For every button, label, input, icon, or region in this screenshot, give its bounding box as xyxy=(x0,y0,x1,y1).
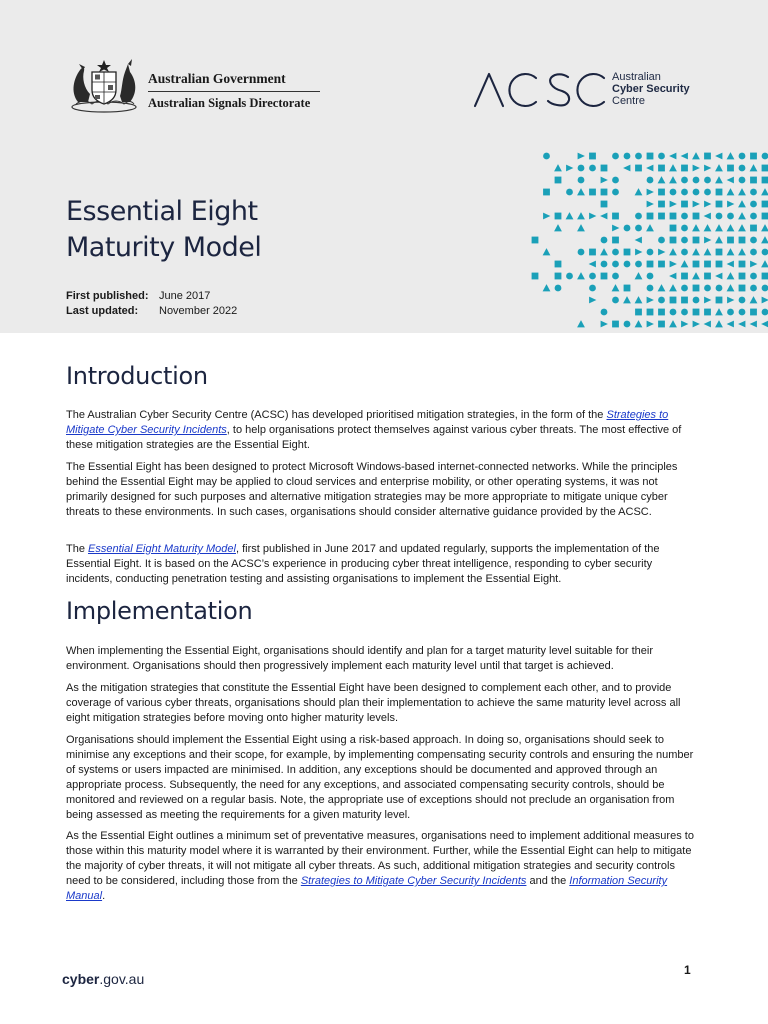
pattern-triangle-side xyxy=(669,273,676,280)
pattern-circle xyxy=(612,153,619,160)
pattern-square xyxy=(601,273,608,280)
pattern-triangle-up xyxy=(669,176,677,183)
pattern-circle xyxy=(739,165,746,172)
pattern-triangle-side xyxy=(762,297,768,304)
publication-meta xyxy=(66,289,237,319)
pattern-triangle-up xyxy=(669,284,677,291)
pattern-circle xyxy=(739,153,746,160)
pattern-square xyxy=(647,213,654,220)
pattern-square xyxy=(716,261,723,268)
pattern-circle xyxy=(693,189,700,196)
pattern-triangle-side xyxy=(693,201,700,208)
intro-paragraph-2: The Essential Eight has been designed to protect Microsoft Windows-based internet-connected networks. While the principles behind the Essential Eight may be applied to cloud services and enterprise mobility, or other operating systems, it was not primarily designed for such purposes and alternative mitigation strategies may be more appropriate to mitigate unique cyber threats to these environments. In such cases, organisations should consider alternative guidance provided by the ACSC. xyxy=(66,461,678,518)
pattern-triangle-side xyxy=(704,237,711,244)
pattern-triangle-up xyxy=(658,176,666,183)
pattern-triangle-up xyxy=(738,188,746,195)
pattern-circle xyxy=(727,309,734,316)
pattern-triangle-up xyxy=(704,224,712,231)
pattern-triangle-up xyxy=(727,152,735,159)
pattern-circle xyxy=(704,285,711,292)
pattern-triangle-up xyxy=(566,212,574,219)
pattern-triangle-up xyxy=(635,320,643,327)
pattern-circle xyxy=(693,177,700,184)
pattern-triangle-side xyxy=(727,297,734,304)
pattern-square xyxy=(762,165,768,172)
pattern-square xyxy=(624,249,631,256)
pattern-triangle-side xyxy=(647,321,654,328)
pattern-circle xyxy=(647,177,654,184)
pattern-circle xyxy=(647,273,654,280)
pattern-circle xyxy=(681,237,688,244)
pattern-circle xyxy=(750,249,757,256)
pattern-triangle-up xyxy=(750,296,758,303)
pattern-circle xyxy=(750,213,757,220)
pattern-triangle-side xyxy=(715,153,722,160)
gov-name: Australian Government xyxy=(148,71,320,92)
pattern-triangle-up xyxy=(554,224,562,231)
pattern-square xyxy=(601,189,608,196)
pattern-triangle-up xyxy=(543,284,551,291)
pattern-triangle-up xyxy=(738,248,746,255)
pattern-square xyxy=(681,297,688,304)
pattern-circle xyxy=(543,153,550,160)
impl-paragraph-3: Organisations should implement the Essential Eight using a risk-based approach. In doing so, organisations should seek to minimise any exceptions and their scope, for example, by implementing compensating security controls and ensuring the number of systems or users impacted are minimised. In addition, any exceptions should be documented and approved through an appropriate process. Subsequently, the need for any exceptions, and associated compensating security controls, should be monitored and reviewed on a regular basis. Note, the appropriate use of exceptions should not preclude an organisation from being assessed as meeting the requirements for a given maturity level. xyxy=(66,734,694,821)
pattern-triangle-up xyxy=(692,224,700,231)
pattern-triangle-up xyxy=(738,212,746,219)
pattern-triangle-side xyxy=(693,165,700,172)
pattern-circle xyxy=(762,285,768,292)
pattern-triangle-side xyxy=(727,177,734,184)
pattern-square xyxy=(658,321,665,328)
pattern-square xyxy=(589,189,596,196)
pattern-circle xyxy=(750,237,757,244)
pattern-circle xyxy=(612,249,619,256)
pattern-triangle-up xyxy=(692,152,700,159)
pattern-square xyxy=(555,177,562,184)
pattern-triangle-up xyxy=(577,320,585,327)
pattern-triangle-side xyxy=(635,249,642,256)
pattern-triangle-up xyxy=(600,248,608,255)
pattern-triangle-side xyxy=(589,213,596,220)
pattern-square xyxy=(555,213,562,220)
header-band xyxy=(0,0,768,333)
pattern-triangle-up xyxy=(646,224,654,231)
pattern-circle xyxy=(612,297,619,304)
pattern-square xyxy=(612,321,619,328)
pattern-triangle-side xyxy=(750,321,757,328)
pattern-triangle-side xyxy=(578,153,585,160)
implementation-heading: Implementation xyxy=(66,597,253,625)
pattern-triangle-side xyxy=(715,273,722,280)
pattern-square xyxy=(624,285,631,292)
pattern-circle xyxy=(681,225,688,232)
pattern-circle xyxy=(624,153,631,160)
pattern-circle xyxy=(658,237,665,244)
pattern-triangle-side xyxy=(623,165,630,172)
pattern-square xyxy=(762,201,768,208)
pattern-circle xyxy=(612,189,619,196)
pattern-triangle-up xyxy=(669,164,677,171)
pattern-circle xyxy=(716,213,723,220)
pattern-triangle-up xyxy=(612,284,620,291)
pattern-triangle-up xyxy=(715,320,723,327)
pattern-circle xyxy=(612,261,619,268)
pattern-triangle-up xyxy=(727,248,735,255)
pattern-triangle-up xyxy=(577,272,585,279)
pattern-circle xyxy=(750,189,757,196)
pattern-square xyxy=(704,309,711,316)
pattern-circle xyxy=(566,189,573,196)
pattern-triangle-up xyxy=(635,188,643,195)
pattern-square xyxy=(612,213,619,220)
pattern-square xyxy=(716,201,723,208)
pattern-square xyxy=(658,165,665,172)
pattern-square xyxy=(716,249,723,256)
pattern-square xyxy=(647,261,654,268)
pattern-circle xyxy=(716,285,723,292)
pattern-triangle-up xyxy=(738,200,746,207)
pattern-circle xyxy=(750,201,757,208)
pattern-circle xyxy=(635,225,642,232)
pattern-triangle-side xyxy=(601,177,608,184)
pattern-triangle-side xyxy=(601,321,608,328)
pattern-circle xyxy=(647,249,654,256)
pattern-square xyxy=(670,213,677,220)
document-title-line2: Maturity Model xyxy=(66,232,262,263)
pattern-square xyxy=(681,201,688,208)
decorative-shape-pattern xyxy=(500,150,768,333)
pattern-triangle-side xyxy=(658,249,665,256)
pattern-triangle-side xyxy=(589,261,596,268)
pattern-triangle-up xyxy=(577,224,585,231)
pattern-square xyxy=(658,189,665,196)
pattern-triangle-side xyxy=(750,261,757,268)
pattern-square xyxy=(704,153,711,160)
pattern-square xyxy=(750,309,757,316)
pattern-square xyxy=(693,261,700,268)
pattern-triangle-side xyxy=(646,165,653,172)
pattern-triangle-side xyxy=(738,321,745,328)
pattern-circle xyxy=(681,309,688,316)
pattern-triangle-up xyxy=(715,308,723,315)
pattern-triangle-side xyxy=(681,153,688,160)
pattern-circle xyxy=(750,285,757,292)
document-title-line1: Essential Eight xyxy=(66,196,258,227)
pattern-circle xyxy=(739,297,746,304)
pattern-triangle-up xyxy=(761,236,768,243)
pattern-square xyxy=(716,189,723,196)
pattern-circle xyxy=(589,273,596,280)
pattern-square xyxy=(555,261,562,268)
pattern-triangle-up xyxy=(669,320,677,327)
pattern-triangle-side xyxy=(647,189,654,196)
pattern-circle xyxy=(647,285,654,292)
pattern-square xyxy=(543,189,550,196)
pattern-triangle-side xyxy=(693,321,700,328)
pattern-triangle-side xyxy=(704,201,711,208)
pattern-triangle-side xyxy=(727,201,734,208)
pattern-triangle-up xyxy=(727,272,735,279)
pattern-circle xyxy=(589,165,596,172)
pattern-triangle-up xyxy=(554,164,562,171)
pattern-triangle-up xyxy=(761,224,768,231)
pattern-triangle-side xyxy=(704,297,711,304)
pattern-square xyxy=(739,273,746,280)
pattern-circle xyxy=(635,213,642,220)
pattern-circle xyxy=(578,165,585,172)
pattern-square xyxy=(589,153,596,160)
pattern-square xyxy=(693,285,700,292)
pattern-square xyxy=(762,213,768,220)
pattern-triangle-side xyxy=(681,321,688,328)
pattern-circle xyxy=(624,261,631,268)
pattern-triangle-side xyxy=(670,201,677,208)
pattern-circle xyxy=(762,309,768,316)
pattern-square xyxy=(727,237,734,244)
pattern-square xyxy=(750,177,757,184)
gov-wordmark xyxy=(148,71,320,111)
pattern-circle xyxy=(578,177,585,184)
pattern-circle xyxy=(578,249,585,256)
pattern-circle xyxy=(555,285,562,292)
pattern-square xyxy=(658,261,665,268)
pattern-square xyxy=(693,237,700,244)
agency-name: Australian Signals Directorate xyxy=(148,96,311,110)
pattern-triangle-side xyxy=(704,213,711,220)
pattern-triangle-side xyxy=(635,237,642,244)
pattern-square xyxy=(670,237,677,244)
pattern-circle xyxy=(739,309,746,316)
pattern-triangle-up xyxy=(727,224,735,231)
page-number: 1 xyxy=(684,963,691,977)
pattern-triangle-side xyxy=(704,165,711,172)
pattern-triangle-up xyxy=(715,176,723,183)
pattern-circle xyxy=(762,249,768,256)
pattern-square xyxy=(589,249,596,256)
pattern-circle xyxy=(635,261,642,268)
pattern-triangle-side xyxy=(589,297,596,304)
acsc-subtitle: Australian Cyber Security Centre xyxy=(612,71,690,107)
pattern-triangle-up xyxy=(715,164,723,171)
document-title xyxy=(66,194,261,266)
pattern-triangle-up xyxy=(715,236,723,243)
maturity-model-link[interactable]: Essential Eight Maturity Model xyxy=(88,543,236,555)
pattern-square xyxy=(739,261,746,268)
impl-paragraph-1: When implementing the Essential Eight, organisations should identify and plan for a target maturity level suitable for their environment. Organisations should then progressively implement each maturity level until that target is achieved. xyxy=(66,645,653,672)
pattern-circle xyxy=(658,297,665,304)
pattern-triangle-up xyxy=(750,164,758,171)
pattern-square xyxy=(750,153,757,160)
pattern-square xyxy=(647,153,654,160)
pattern-circle xyxy=(681,213,688,220)
pattern-circle xyxy=(681,249,688,256)
pattern-circle xyxy=(566,273,573,280)
strategies-link[interactable]: Strategies to Mitigate Cyber Security Incidents xyxy=(66,409,669,436)
pattern-square xyxy=(670,225,677,232)
pattern-square xyxy=(647,309,654,316)
pattern-triangle-side xyxy=(704,321,711,328)
pattern-square xyxy=(739,285,746,292)
pattern-circle xyxy=(612,177,619,184)
pattern-circle xyxy=(670,309,677,316)
pattern-triangle-side xyxy=(566,165,573,172)
pattern-triangle-up xyxy=(623,296,631,303)
pattern-triangle-up xyxy=(577,212,585,219)
pattern-circle xyxy=(635,153,642,160)
pattern-triangle-up xyxy=(658,284,666,291)
coat-of-arms-icon xyxy=(64,58,144,114)
pattern-circle xyxy=(670,189,677,196)
pattern-square xyxy=(750,225,757,232)
intro-paragraph-3: The Essential Eight Maturity Model, first published in June 2017 and updated regularly, supports the implementation of the Essential Eight. It is based on the ACSC’s experience in producing cyber threat intelligence, responding to cyber security incidents, conducting penetration testing and assisting organisations to implement the Essential Eight. xyxy=(66,543,660,585)
pattern-circle xyxy=(750,273,757,280)
pattern-square xyxy=(693,213,700,220)
pattern-triangle-up xyxy=(761,260,768,267)
pattern-circle xyxy=(681,177,688,184)
pattern-triangle-side xyxy=(647,297,654,304)
pattern-circle xyxy=(601,237,608,244)
pattern-triangle-up xyxy=(669,248,677,255)
pattern-triangle-up xyxy=(727,284,735,291)
pattern-circle xyxy=(681,285,688,292)
pattern-circle xyxy=(601,309,608,316)
pattern-square xyxy=(658,201,665,208)
pattern-triangle-side xyxy=(761,321,768,328)
pattern-square xyxy=(658,309,665,316)
pattern-circle xyxy=(658,153,665,160)
pattern-triangle-up xyxy=(635,296,643,303)
pattern-square xyxy=(635,165,642,172)
pattern-triangle-up xyxy=(692,272,700,279)
pattern-square xyxy=(532,237,539,244)
pattern-square xyxy=(635,309,642,316)
pattern-triangle-up xyxy=(577,188,585,195)
pattern-triangle-side xyxy=(612,225,619,232)
pattern-circle xyxy=(739,177,746,184)
acsc-logo-icon xyxy=(472,72,608,108)
first-published-row: First published: June 2017 xyxy=(66,290,211,302)
pattern-circle xyxy=(704,177,711,184)
pattern-triangle-up xyxy=(692,248,700,255)
pattern-square xyxy=(681,165,688,172)
pattern-triangle-side xyxy=(670,261,677,268)
pattern-circle xyxy=(693,297,700,304)
footer-website: cyber.gov.au xyxy=(62,971,145,987)
pattern-triangle-side xyxy=(647,201,654,208)
pattern-square xyxy=(727,165,734,172)
pattern-square xyxy=(681,273,688,280)
pattern-circle xyxy=(601,261,608,268)
pattern-square xyxy=(612,237,619,244)
pattern-triangle-side xyxy=(727,321,734,328)
pattern-square xyxy=(601,201,608,208)
pattern-square xyxy=(658,213,665,220)
ism-link[interactable]: Information Security Manual xyxy=(66,875,668,902)
pattern-circle xyxy=(624,321,631,328)
pattern-square xyxy=(693,309,700,316)
pattern-circle xyxy=(624,225,631,232)
pattern-square xyxy=(716,297,723,304)
pattern-square xyxy=(555,273,562,280)
pattern-triangle-up xyxy=(715,224,723,231)
pattern-circle xyxy=(681,189,688,196)
pattern-square xyxy=(762,177,768,184)
introduction-heading: Introduction xyxy=(66,362,208,390)
impl-paragraph-4: As the Essential Eight outlines a minimum set of preventative measures, organisations need to implement additional measures to those within this maturity model where it is warranted by their environment. Further, while the Essential Eight can help to mitigate the majority of cyber threats, it will not mitigate all cyber threats. As such, additional mitigation strategies and security controls need to be considered, including those from the Strategies to Mitigate Cyber Security Incidents and the Information Security Manual. xyxy=(66,830,694,902)
pattern-circle xyxy=(704,189,711,196)
pattern-square xyxy=(762,273,768,280)
pattern-triangle-side xyxy=(543,213,550,220)
pattern-circle xyxy=(589,285,596,292)
pattern-triangle-side xyxy=(669,153,676,160)
pattern-circle xyxy=(727,213,734,220)
pattern-square xyxy=(670,297,677,304)
pattern-triangle-side xyxy=(600,213,607,220)
strategies-link-2[interactable]: Strategies to Mitigate Cyber Security Incidents xyxy=(300,875,527,887)
pattern-circle xyxy=(762,153,768,160)
pattern-triangle-up xyxy=(738,224,746,231)
impl-paragraph-2: As the mitigation strategies that constitute the Essential Eight have been designed to complement each other, and to provide coverage of various cyber threats, organisations should plan their implementation to achieve the same maturity level across all eight mitigation strategies before moving onto higher maturity levels. xyxy=(66,682,681,724)
pattern-square xyxy=(601,165,608,172)
pattern-square xyxy=(739,237,746,244)
pattern-triangle-up xyxy=(681,260,689,267)
pattern-triangle-up xyxy=(543,248,551,255)
pattern-triangle-up xyxy=(704,248,712,255)
pattern-square xyxy=(704,273,711,280)
pattern-square xyxy=(532,273,539,280)
pattern-triangle-side xyxy=(727,261,734,268)
last-updated-row: Last updated: November 2022 xyxy=(66,305,238,317)
pattern-triangle-up xyxy=(635,272,643,279)
pattern-triangle-up xyxy=(761,188,768,195)
pattern-triangle-up xyxy=(727,188,735,195)
pattern-square xyxy=(704,261,711,268)
pattern-circle xyxy=(612,273,619,280)
intro-paragraph-1: The Australian Cyber Security Centre (ACSC) has developed prioritised mitigation strategies, in the form of the Strategies to Mitigate Cyber Security Incidents, to help organisations protect themselves against various cyber threats. The most effective of these mitigation strategies are the Essential Eight. xyxy=(66,409,682,451)
